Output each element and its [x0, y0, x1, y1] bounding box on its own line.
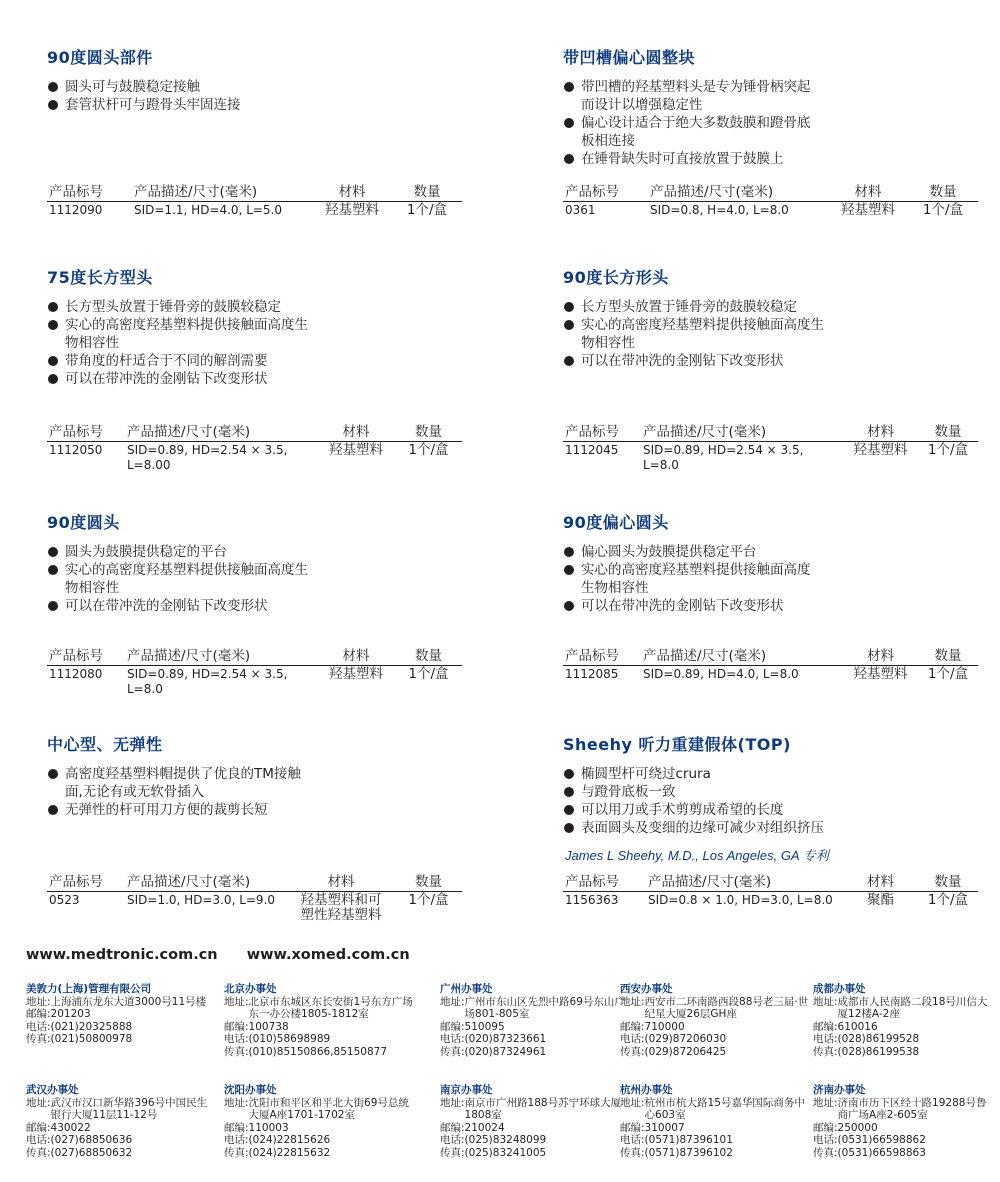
fax-label: 传真:: [620, 1146, 645, 1159]
office-tel[interactable]: (024)22815626: [248, 1134, 331, 1146]
col-header-material: 材料: [317, 648, 395, 666]
col-header-desc: 产品描述/尺寸(毫米): [125, 874, 287, 892]
post-label: 邮编:: [440, 1020, 465, 1033]
col-header-qty: 数量: [918, 424, 978, 442]
table-row: [563, 666, 978, 683]
product-qty: 1个/盒: [406, 202, 448, 218]
office-address-row: [813, 1097, 988, 1122]
feature-item: 与蹬骨底板一致: [563, 783, 863, 801]
post-label: 邮编:: [26, 1121, 51, 1134]
office-name: 美敦力(上海)管理有限公司: [26, 983, 152, 995]
address-label: 地址:: [440, 1096, 465, 1109]
fax-label: 传真:: [224, 1146, 249, 1159]
feature-item: 无弹性的杆可用刀方便的裁剪长短: [47, 801, 302, 819]
fax-label: 传真:: [620, 1045, 645, 1058]
office-address: 武汉市汉口新华路396号中国民生银行大厦11层11-12号: [50, 1096, 208, 1121]
post-label: 邮编:: [813, 1121, 838, 1134]
office-fax-row: [620, 1147, 810, 1160]
feature-item: 实心的高密度羟基塑料提供接触面高度生物相容性: [563, 561, 813, 597]
col-header-desc: 产品描述/尺寸(毫米): [132, 184, 312, 202]
table-row: [563, 442, 978, 474]
office-name: 沈阳办事处: [224, 1084, 277, 1096]
feature-item: 带角度的杆适合于不同的解剖需要: [47, 352, 309, 370]
col-header-qty: 数量: [392, 184, 462, 202]
office-post: 110003: [248, 1121, 289, 1134]
fax-label: 传真:: [26, 1033, 51, 1045]
office-post: 310007: [644, 1121, 685, 1134]
office-address-row: [440, 1097, 630, 1122]
office-tel-row: [26, 1134, 216, 1147]
product-90-offset-round-head: [563, 513, 983, 682]
feature-list: [563, 765, 863, 837]
feature-item: 可以用刀或手术剪剪成希望的长度: [563, 801, 863, 819]
address-label: 地址:: [620, 1096, 645, 1109]
product-desc: SID=0.8, H=4.0, L=8.0: [650, 203, 789, 217]
product-title: 中心型、无弹性: [47, 735, 163, 754]
product-title: 90度圆头部件: [47, 48, 153, 67]
office-fax-row: [813, 1147, 988, 1160]
fax-label: 传真:: [440, 1045, 465, 1058]
col-header-code: 产品标号: [47, 424, 125, 442]
office-tel-row: [440, 1033, 630, 1046]
feature-item: 实心的高密度羟基塑料提供接触面高度生物相容性: [47, 316, 309, 352]
office-fax: (0571)87396102: [644, 1146, 733, 1159]
office-fax: (029)87206425: [644, 1045, 727, 1058]
product-material: 羟基塑料: [841, 202, 895, 218]
feature-item: 实心的高密度羟基塑料提供接触面高度生物相容性: [563, 316, 825, 352]
feature-item: 可以在带冲洗的金刚钻下改变形状: [563, 352, 825, 370]
product-title: 75度长方型头: [47, 268, 153, 287]
office-post-row: [224, 1122, 414, 1135]
office-post: 510095: [464, 1020, 505, 1033]
product-code: 1112050: [49, 443, 103, 457]
office-address: 成都市人民南路二段18号川信大厦12楼A-2座: [837, 995, 988, 1020]
office-fax: (025)83241005: [464, 1146, 547, 1159]
product-title: 90度偏心圆头: [563, 513, 669, 532]
office-block: [26, 1084, 216, 1159]
spec-table: [47, 424, 462, 473]
col-header-desc: 产品描述/尺寸(毫米): [648, 184, 828, 202]
office-tel-row: [440, 1134, 630, 1147]
office-fax: (010)85150866,85150877: [248, 1045, 388, 1058]
office-post: 250000: [837, 1121, 878, 1134]
col-header-desc: 产品描述/尺寸(毫米): [641, 648, 843, 666]
feature-item: 高密度羟基塑料帽提供了优良的TM接触面,无论有或无软骨插入: [47, 765, 302, 801]
col-header-material: 材料: [287, 874, 395, 892]
product-title: 90度长方形头: [563, 268, 669, 287]
office-name: 北京办事处: [224, 983, 277, 995]
product-desc: SID=1.1, HD=4.0, L=5.0: [134, 203, 283, 217]
col-header-qty: 数量: [395, 424, 462, 442]
product-material: 羟基塑料: [853, 442, 908, 458]
address-label: 地址:: [26, 995, 51, 1008]
table-row: [47, 442, 462, 474]
spec-header-row: [47, 648, 462, 666]
office-block: [620, 1084, 810, 1159]
table-row: [47, 892, 462, 924]
address-label: 地址:: [813, 1096, 838, 1109]
office-post: 201203: [50, 1008, 91, 1020]
product-desc: SID=0.8 × 1.0, HD=3.0, L=8.0: [648, 893, 833, 907]
office-tel-row: [224, 1134, 414, 1147]
office-name: 济南办事处: [813, 1084, 866, 1096]
table-row: [47, 666, 462, 698]
office-address: 北京市东城区东长安街1号东方广场东一办公楼1805-1812室: [248, 995, 413, 1020]
post-label: 邮编:: [26, 1008, 51, 1020]
product-center-non-elastic: [47, 735, 467, 923]
tel-label: 电话:: [813, 1033, 838, 1045]
office-fax: (028)86199538: [837, 1045, 920, 1058]
office-fax: (0531)66598863: [837, 1146, 926, 1159]
feature-item: 长方型头放置于锤骨旁的鼓膜较稳定: [47, 298, 309, 316]
address-label: 地址:: [440, 995, 465, 1008]
office-post-row: [26, 1122, 216, 1135]
fax-label: 传真:: [26, 1146, 51, 1159]
col-header-material: 材料: [828, 184, 908, 202]
tel-label: 电话:: [813, 1134, 838, 1146]
spec-table: [563, 424, 978, 473]
product-material: 聚酯: [867, 892, 894, 908]
tel-label: 电话:: [620, 1134, 645, 1146]
xomed-url-link[interactable]: www.xomed.com.cn: [246, 947, 410, 963]
feature-item: 圆头可与鼓膜稳定接触: [47, 78, 467, 96]
col-header-material: 材料: [312, 184, 392, 202]
product-qty: 1个/盒: [927, 666, 969, 682]
spec-table: [47, 874, 462, 923]
table-row: [563, 892, 978, 909]
office-fax-row: [224, 1147, 414, 1160]
col-header-desc: 产品描述/尺寸(毫米): [125, 424, 317, 442]
tel-label: 电话:: [26, 1134, 51, 1146]
col-header-code: 产品标号: [563, 184, 648, 202]
spec-header-row: [47, 874, 462, 892]
office-post-row: [620, 1122, 810, 1135]
table-row: [563, 202, 978, 219]
tel-label: 电话:: [440, 1033, 465, 1045]
product-sheehy-top: [563, 735, 983, 908]
office-tel[interactable]: (029)87206030: [644, 1033, 727, 1045]
office-name: 成都办事处: [813, 983, 866, 995]
product-qty: 1个/盒: [408, 442, 449, 458]
office-name: 杭州办事处: [620, 1084, 673, 1096]
spec-header-row: [563, 648, 978, 666]
fax-label: 传真:: [813, 1146, 838, 1159]
col-header-qty: 数量: [908, 184, 978, 202]
col-header-desc: 产品描述/尺寸(毫米): [125, 648, 317, 666]
office-post: 210024: [464, 1121, 505, 1134]
office-tel[interactable]: (020)87323661: [464, 1033, 547, 1045]
office-tel-row: [620, 1033, 810, 1046]
spec-header-row: [563, 424, 978, 442]
product-material: 羟基塑料: [329, 666, 383, 682]
product-desc: SID=0.89, HD=2.54 × 3.5, L=8.0: [127, 667, 288, 696]
spec-header-row: [47, 424, 462, 442]
feature-item: 可以在带冲洗的金刚钻下改变形状: [563, 597, 813, 615]
product-90-round-head-part: [47, 48, 467, 218]
tel-label: 电话:: [224, 1033, 249, 1045]
feature-item: 偏心设计适合于绝大多数鼓膜和蹬骨底板相连接: [563, 114, 813, 150]
product-grooved-offset-round: [563, 48, 983, 218]
post-label: 邮编:: [224, 1121, 249, 1134]
office-address: 南京市广州路188号苏宁环球大厦1808室: [464, 1096, 622, 1121]
office-block: [620, 983, 810, 1058]
fax-label: 传真:: [440, 1146, 465, 1159]
tel-label: 电话:: [440, 1134, 465, 1146]
office-fax-row: [620, 1046, 810, 1059]
feature-item: 椭圆型杆可绕过crura: [563, 765, 863, 783]
feature-list: [47, 765, 302, 819]
office-name: 武汉办事处: [26, 1084, 79, 1096]
col-header-qty: 数量: [918, 648, 978, 666]
feature-item: 长方型头放置于锤骨旁的鼓膜较稳定: [563, 298, 825, 316]
office-fax-row: [26, 1147, 216, 1160]
office-fax: (024)22815632: [248, 1146, 331, 1159]
office-tel[interactable]: (0531)66598862: [837, 1134, 926, 1146]
product-qty: 1个/盒: [927, 892, 969, 908]
table-row: [47, 202, 462, 219]
office-post-row: [813, 1021, 988, 1034]
office-tel-row: [26, 1021, 216, 1034]
post-label: 邮编:: [440, 1121, 465, 1134]
medtronic-url-link[interactable]: www.medtronic.com.cn: [26, 947, 218, 963]
office-tel[interactable]: (028)86199528: [837, 1033, 920, 1045]
office-address-row: [440, 996, 630, 1021]
feature-item: 带凹槽的羟基塑料头是专为锤骨柄突起而设计以增强稳定性: [563, 78, 813, 114]
office-tel[interactable]: (010)58698989: [248, 1033, 331, 1045]
product-code: 0523: [49, 893, 80, 907]
post-label: 邮编:: [224, 1020, 249, 1033]
spec-table: [47, 648, 462, 697]
office-block: [813, 1084, 988, 1159]
office-address: 上海浦东龙东大道3000号11号楼: [50, 995, 207, 1008]
feature-list: [563, 543, 813, 615]
product-desc: SID=0.89, HD=4.0, L=8.0: [643, 667, 799, 681]
feature-list: [47, 78, 467, 114]
address-label: 地址:: [26, 1096, 51, 1109]
office-address: 沈阳市和平区和平北大街69号总统大厦A座1701-1702室: [248, 1096, 409, 1121]
office-tel-row: [620, 1134, 810, 1147]
office-address-row: [620, 996, 810, 1021]
office-post-row: [440, 1021, 630, 1034]
product-qty: 1个/盒: [408, 892, 449, 908]
address-label: 地址:: [224, 995, 249, 1008]
feature-item: 套管状杆可与蹬骨头牢固连接: [47, 96, 467, 114]
office-tel[interactable]: (027)68850636: [50, 1134, 133, 1146]
product-code: 1112080: [49, 667, 103, 681]
office-post: 710000: [644, 1020, 685, 1033]
address-label: 地址:: [813, 995, 838, 1008]
office-fax-row: [813, 1046, 988, 1059]
office-post-row: [813, 1122, 988, 1135]
product-desc: SID=1.0, HD=3.0, L=9.0: [127, 893, 276, 907]
office-tel[interactable]: (021)20325888: [50, 1020, 133, 1033]
office-block: [813, 983, 988, 1058]
office-address-row: [224, 996, 414, 1021]
col-header-code: 产品标号: [563, 874, 646, 892]
col-header-material: 材料: [843, 648, 918, 666]
feature-item: 实心的高密度羟基塑料提供接触面高度生物相容性: [47, 561, 309, 597]
tel-label: 电话:: [26, 1020, 51, 1033]
office-fax: (021)50800978: [50, 1033, 133, 1045]
office-post-row: [620, 1021, 810, 1034]
feature-list: [47, 298, 309, 388]
office-address: 济南市历下区经十路19288号鲁商广场A座2-605室: [837, 1096, 987, 1121]
feature-list: [563, 78, 813, 168]
office-fax-row: [440, 1147, 630, 1160]
office-post-row: [224, 1021, 414, 1034]
website-links: [26, 947, 434, 963]
office-address-row: [620, 1097, 810, 1122]
spec-header-row: [563, 184, 978, 202]
product-desc: SID=0.89, HD=2.54 × 3.5, L=8.0: [643, 443, 804, 472]
feature-item: 在锤骨缺失时可直接放置于鼓膜上: [563, 150, 813, 168]
product-qty: 1个/盒: [408, 666, 449, 682]
product-qty: 1个/盒: [922, 202, 964, 218]
tel-label: 电话:: [620, 1033, 645, 1045]
office-block: [224, 1084, 414, 1159]
product-title: 90度圆头: [47, 513, 120, 532]
office-fax-row: [26, 1033, 216, 1046]
feature-item: 可以在带冲洗的金刚钻下改变形状: [47, 597, 309, 615]
office-address-row: [26, 1097, 216, 1122]
col-header-code: 产品标号: [563, 424, 641, 442]
product-material: 羟基塑料: [329, 442, 383, 458]
spec-table: [563, 648, 978, 682]
post-label: 邮编:: [620, 1121, 645, 1134]
product-90-round-head: [47, 513, 467, 696]
spec-header-row: [47, 184, 462, 202]
office-post: 100738: [248, 1020, 289, 1033]
patent-note: James L Sheehy, M.D., Los Angeles, GA 专利: [565, 848, 829, 863]
fax-label: 传真:: [224, 1045, 249, 1058]
spec-table: [47, 184, 462, 218]
office-block: [224, 983, 414, 1058]
col-header-material: 材料: [843, 874, 918, 892]
feature-list: [47, 543, 309, 615]
office-fax: (020)87324961: [464, 1045, 547, 1058]
office-tel-row: [813, 1134, 988, 1147]
office-tel[interactable]: (0571)87396101: [644, 1134, 733, 1146]
office-address-row: [224, 1097, 414, 1122]
office-post: 430022: [50, 1121, 91, 1134]
col-header-desc: 产品描述/尺寸(毫米): [646, 874, 843, 892]
product-code: 0361: [565, 203, 596, 217]
office-name: 西安办事处: [620, 983, 673, 995]
product-title: Sheehy 听力重建假体(TOP): [563, 735, 791, 754]
product-qty: 1个/盒: [927, 442, 969, 458]
post-label: 邮编:: [813, 1020, 838, 1033]
feature-item: 表面圆头及变细的边缘可减少对组织挤压: [563, 819, 863, 837]
spec-table: [563, 184, 978, 218]
office-tel-row: [224, 1033, 414, 1046]
col-header-material: 材料: [843, 424, 918, 442]
office-address: 杭州市杭大路15号嘉华国际商务中心603室: [644, 1096, 805, 1121]
product-code: 1156363: [565, 893, 619, 907]
tel-label: 电话:: [224, 1134, 249, 1146]
office-tel-row: [813, 1033, 988, 1046]
office-address-row: [26, 996, 216, 1009]
col-header-desc: 产品描述/尺寸(毫米): [641, 424, 843, 442]
col-header-code: 产品标号: [47, 184, 132, 202]
product-code: 1112045: [565, 443, 619, 457]
office-post-row: [26, 1008, 216, 1021]
product-75-rect-head: [47, 268, 467, 472]
post-label: 邮编:: [620, 1020, 645, 1033]
office-tel[interactable]: (025)83248099: [464, 1134, 547, 1146]
address-label: 地址:: [224, 1096, 249, 1109]
office-block: [26, 983, 216, 1046]
feature-item: 偏心圆头为鼓膜提供稳定平台: [563, 543, 813, 561]
product-code: 1112085: [565, 667, 619, 681]
col-header-material: 材料: [317, 424, 395, 442]
feature-item: 可以在带冲洗的金刚钻下改变形状: [47, 370, 309, 388]
feature-item: 圆头为鼓膜提供稳定的平台: [47, 543, 309, 561]
spec-table: [563, 874, 978, 908]
product-material: 羟基塑料和可塑性羟基塑料: [300, 892, 382, 923]
col-header-qty: 数量: [395, 648, 462, 666]
office-block: [440, 1084, 630, 1159]
office-post-row: [440, 1122, 630, 1135]
col-header-qty: 数量: [395, 874, 462, 892]
product-90-rect-head: [563, 268, 983, 472]
col-header-code: 产品标号: [47, 648, 125, 666]
address-label: 地址:: [620, 995, 645, 1008]
col-header-code: 产品标号: [47, 874, 125, 892]
office-block: [440, 983, 630, 1058]
office-fax-row: [440, 1046, 630, 1059]
product-title: 带凹槽偏心圆整块: [563, 48, 696, 67]
col-header-code: 产品标号: [563, 648, 641, 666]
office-address-row: [813, 996, 988, 1021]
office-post: 610016: [837, 1020, 878, 1033]
feature-list: [563, 298, 825, 370]
col-header-qty: 数量: [918, 874, 978, 892]
office-fax-row: [224, 1046, 414, 1059]
product-desc: SID=0.89, HD=2.54 × 3.5, L=8.00: [127, 443, 288, 472]
office-name: 广州办事处: [440, 983, 493, 995]
office-address: 广州市东山区先烈中路69号东山广场801-805室: [464, 995, 625, 1020]
product-material: 羟基塑料: [325, 202, 379, 218]
office-fax: (027)68850632: [50, 1146, 133, 1159]
office-name: 南京办事处: [440, 1084, 493, 1096]
product-material: 羟基塑料: [853, 666, 908, 682]
office-address: 西安市二环南路西段88号老三届·世纪星大厦26层GH座: [644, 995, 809, 1020]
product-code: 1112090: [49, 203, 103, 217]
spec-header-row: [563, 874, 978, 892]
fax-label: 传真:: [813, 1045, 838, 1058]
